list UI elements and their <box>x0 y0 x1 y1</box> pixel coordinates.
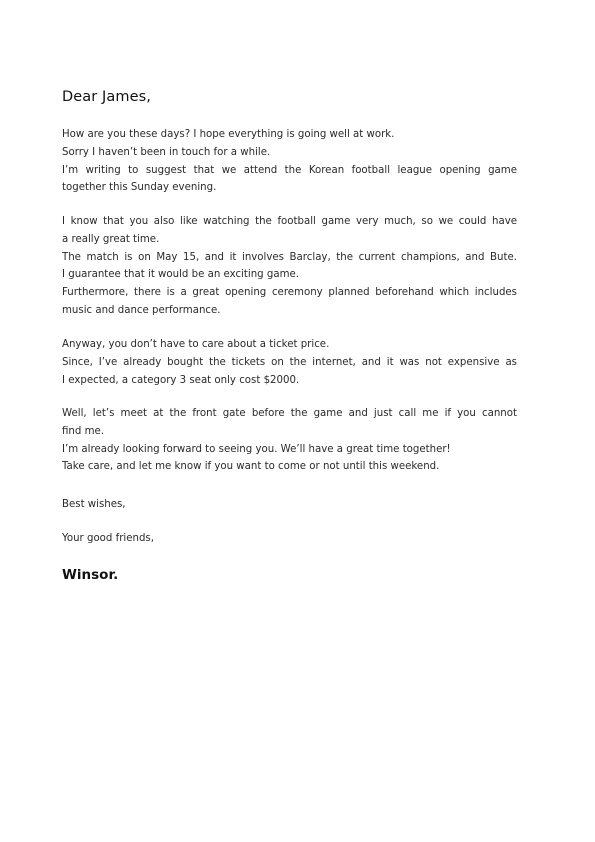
paragraph-line: The match is on May 15, and it involves Barclay, the current champions, and Bute. <box>62 251 517 263</box>
paragraph-line: I guarantee that it would be an exciting game. <box>62 269 300 281</box>
paragraph-line: Furthermore, there is a great opening ceremony planned beforehand which includes <box>62 287 517 299</box>
paragraph-2 <box>62 213 517 320</box>
paragraph-line: How are you these days? I hope everything is going well at work. <box>62 129 395 140</box>
closing-your-good-friends: Your good friends, <box>62 533 154 544</box>
paragraph-line: a really great time. <box>62 233 160 245</box>
paragraph-1 <box>62 126 517 197</box>
paragraph-4 <box>62 405 517 476</box>
letter-signature: Winsor. <box>62 567 119 583</box>
letter-greeting: Dear James, <box>62 89 152 105</box>
paragraph-3 <box>62 336 517 389</box>
paragraph-line: I expected, a category 3 seat only cost $2000. <box>62 374 300 386</box>
paragraph-line: together this Sunday evening. <box>62 182 217 194</box>
paragraph-line: I’m already looking forward to seeing you. We’ll have a great time together! <box>62 443 451 455</box>
closing-best-wishes: Best wishes, <box>62 499 126 510</box>
paragraph-line: find me. <box>62 425 105 437</box>
paragraph-line: Take care, and let me know if you want to come or not until this weekend. <box>62 461 440 473</box>
paragraph-line: Sorry I haven’t been in touch for a while. <box>62 146 271 158</box>
paragraph-line: Since, I’ve already bought the tickets on the internet, and it was not expensive as <box>62 356 517 368</box>
paragraph-line: Anyway, you don’t have to care about a ticket price. <box>62 339 330 350</box>
paragraph-line: Well, let’s meet at the front gate before the game and just call me if you cannot <box>62 408 517 419</box>
paragraph-line: I’m writing to suggest that we attend the Korean football league opening game <box>62 164 517 176</box>
paragraph-line: music and dance performance. <box>62 304 221 316</box>
paragraph-line: I know that you also like watching the football game very much, so we could have <box>62 216 517 227</box>
